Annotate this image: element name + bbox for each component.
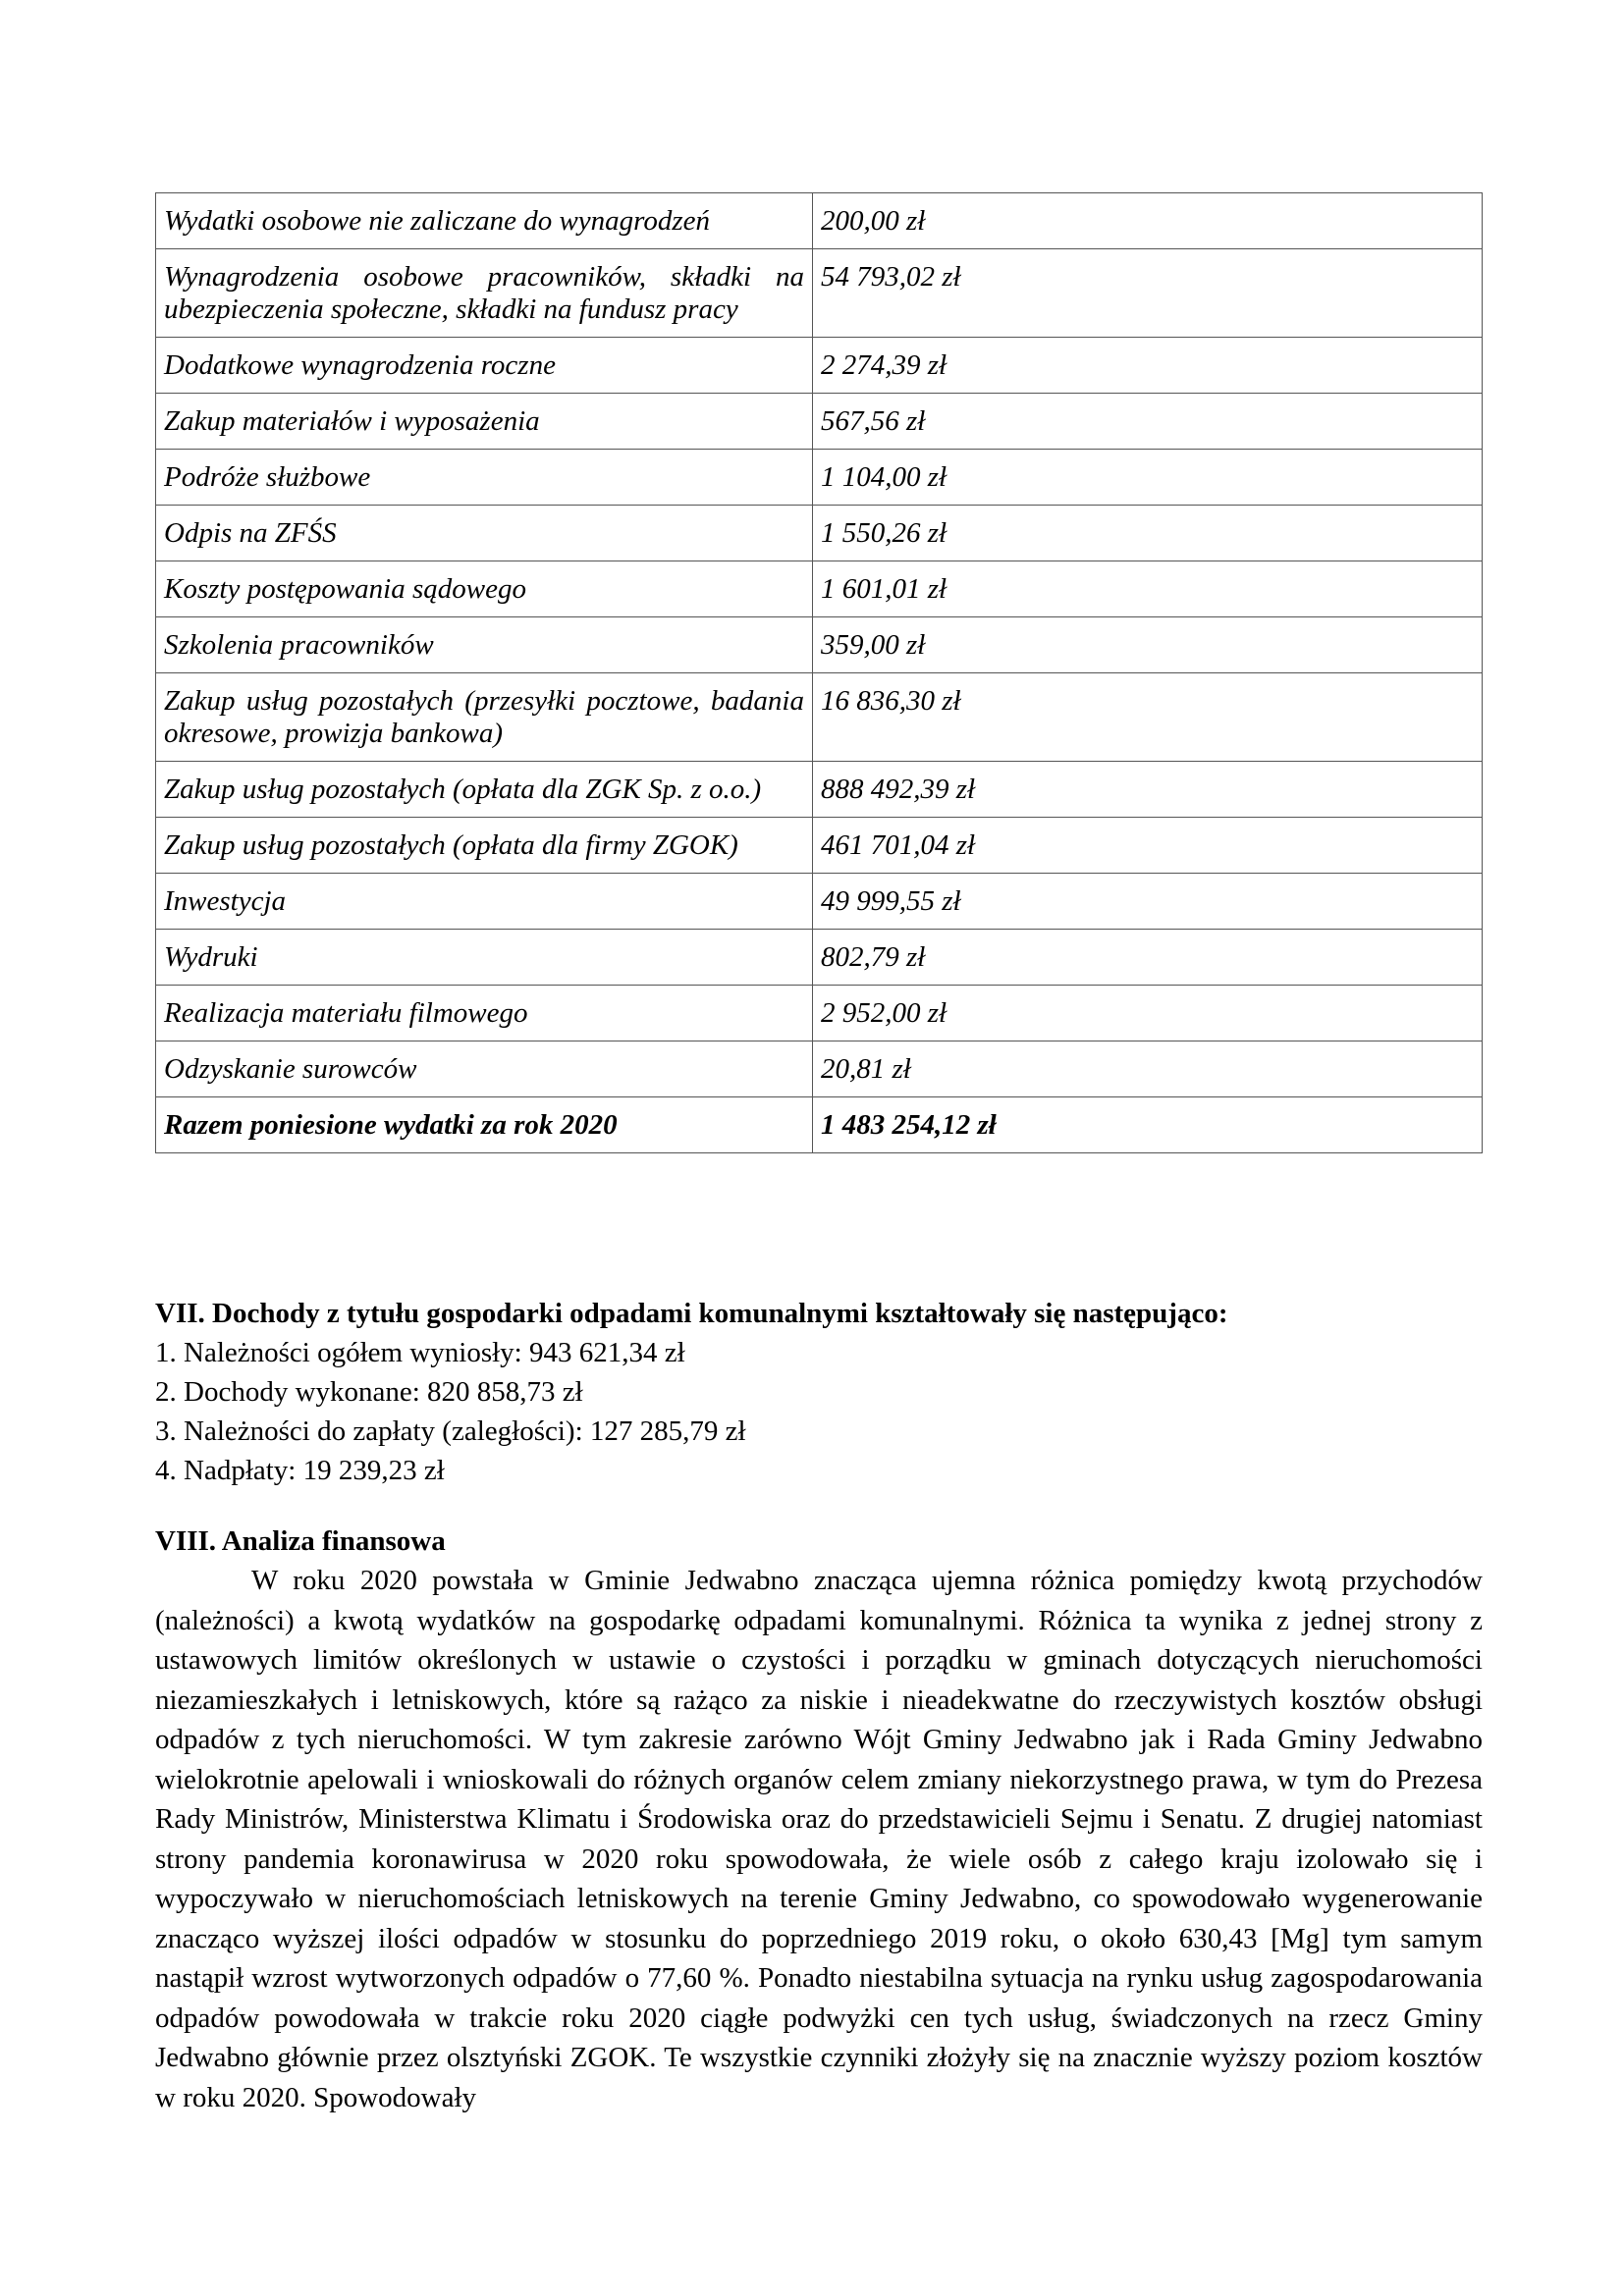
table-total-row — [156, 1097, 1483, 1153]
row-value: 2 952,00 zł — [813, 986, 1483, 1041]
total-value: 1 483 254,12 zł — [813, 1097, 1483, 1153]
table-row — [156, 450, 1483, 506]
row-label: Zakup usług pozostałych (opłata dla firmy ZGOK) — [156, 818, 813, 874]
row-label: Dodatkowe wynagrodzenia roczne — [156, 338, 813, 394]
table-row — [156, 1041, 1483, 1097]
row-label: Realizacja materiału filmowego — [156, 986, 813, 1041]
row-value: 888 492,39 zł — [813, 762, 1483, 818]
row-value: 16 836,30 zł — [813, 673, 1483, 762]
row-label: Zakup usług pozostałych (przesyłki pocztowe, badania okresowe, prowizja bankowa) — [156, 673, 813, 762]
row-label: Inwestycja — [156, 874, 813, 930]
section-viii — [155, 1522, 1483, 2117]
table-row — [156, 249, 1483, 338]
section-viii-heading: VIII. Analiza finansowa — [155, 1525, 446, 1557]
expenses-table-container — [155, 192, 1483, 1153]
row-label: Zakup usług pozostałych (opłata dla ZGK Sp. z o.o.) — [156, 762, 813, 818]
row-label: Wynagrodzenia osobowe pracowników, składki na ubezpieczenia społeczne, składki na fundusz pracy — [156, 249, 813, 338]
row-label: Odzyskanie surowców — [156, 1041, 813, 1097]
row-value: 1 550,26 zł — [813, 506, 1483, 561]
table-row — [156, 561, 1483, 617]
row-value: 1 104,00 zł — [813, 450, 1483, 506]
row-value: 20,81 zł — [813, 1041, 1483, 1097]
row-value: 2 274,39 zł — [813, 338, 1483, 394]
row-value: 200,00 zł — [813, 193, 1483, 249]
table-row — [156, 673, 1483, 762]
row-label: Szkolenia pracowników — [156, 617, 813, 673]
total-label: Razem poniesione wydatki za rok 2020 — [156, 1097, 813, 1153]
income-item: 4. Nadpłaty: 19 239,23 zł — [155, 1455, 445, 1486]
section-vii-heading: VII. Dochody z tytułu gospodarki odpadami komunalnymi kształtowały się następująco: — [155, 1298, 1228, 1329]
table-row — [156, 394, 1483, 450]
table-row — [156, 818, 1483, 874]
row-label: Wydruki — [156, 930, 813, 986]
table-row — [156, 986, 1483, 1041]
row-value: 567,56 zł — [813, 394, 1483, 450]
table-row — [156, 762, 1483, 818]
row-label: Wydatki osobowe nie zaliczane do wynagrodzeń — [156, 193, 813, 249]
row-value: 461 701,04 zł — [813, 818, 1483, 874]
expenses-table — [155, 192, 1483, 1153]
row-label: Koszty postępowania sądowego — [156, 561, 813, 617]
table-row — [156, 506, 1483, 561]
income-item: 2. Dochody wykonane: 820 858,73 zł — [155, 1376, 583, 1408]
row-value: 49 999,55 zł — [813, 874, 1483, 930]
table-row — [156, 338, 1483, 394]
analysis-paragraph-text: W roku 2020 powstała w Gminie Jedwabno znacząca ujemna różnica pomiędzy kwotą przychodów (należności) a kwotą wydatków na gospodarkę odpadami komunalnymi. Różnica ta wynika z jednej strony z ustawowych limitów określonych w ustawie o czystości i porządku w gminach dotyczących nieruchomości niezamieszkałych i letniskowych, które są rażąco za niskie i nieadekwatne do rzeczywistych kosztów obsługi odpadów z tych nieruchomości. W tym zakresie zarówno Wójt Gminy Jedwabno jak i Rada Gminy Jedwabno wielokrotnie apelowali i wnioskowali do różnych organów celem zmiany niekorzystnego prawa, w tym do Prezesa Rady Ministrów, Ministerstwa Klimatu i Środowiska oraz do przedstawicieli Sejmu i Senatu. Z drugiej natomiast strony pandemia koronawirusa w 2020 roku spowodowała, że wiele osób z całego kraju izolowało się i wypoczywało w nieruchomościach letniskowych na terenie Gminy Jedwabno, co spowodowało wygenerowanie znacząco wyższej ilości odpadów w stosunku do poprzedniego 2019 roku, o około 630,43 [Mg] tym samym nastąpił wzrost wytworzonych odpadów o 77,60 %. Ponadto niestabilna sytuacja na rynku usług zagospodarowania odpadów powodowała w trakcie roku 2020 ciągłe podwyżki cen tych usług, świadczonych na rzecz Gminy Jedwabno głównie przez olsztyński ZGOK. Te wszystkie czynniki złożyły się na znacznie wyższy poziom kosztów w roku 2020. Spowodowały — [155, 1565, 1483, 2113]
analysis-paragraph — [155, 1561, 1483, 2117]
row-label: Odpis na ZFŚS — [156, 506, 813, 561]
row-value: 54 793,02 zł — [813, 249, 1483, 338]
row-value: 1 601,01 zł — [813, 561, 1483, 617]
row-label: Zakup materiałów i wyposażenia — [156, 394, 813, 450]
row-value: 359,00 zł — [813, 617, 1483, 673]
income-item: 3. Należności do zapłaty (zaległości): 127 285,79 zł — [155, 1415, 746, 1447]
income-item: 1. Należności ogółem wyniosły: 943 621,34 zł — [155, 1337, 685, 1368]
section-vii — [155, 1294, 1483, 1490]
table-row — [156, 874, 1483, 930]
row-value: 802,79 zł — [813, 930, 1483, 986]
row-label: Podróże służbowe — [156, 450, 813, 506]
table-row — [156, 617, 1483, 673]
table-row — [156, 193, 1483, 249]
table-row — [156, 930, 1483, 986]
